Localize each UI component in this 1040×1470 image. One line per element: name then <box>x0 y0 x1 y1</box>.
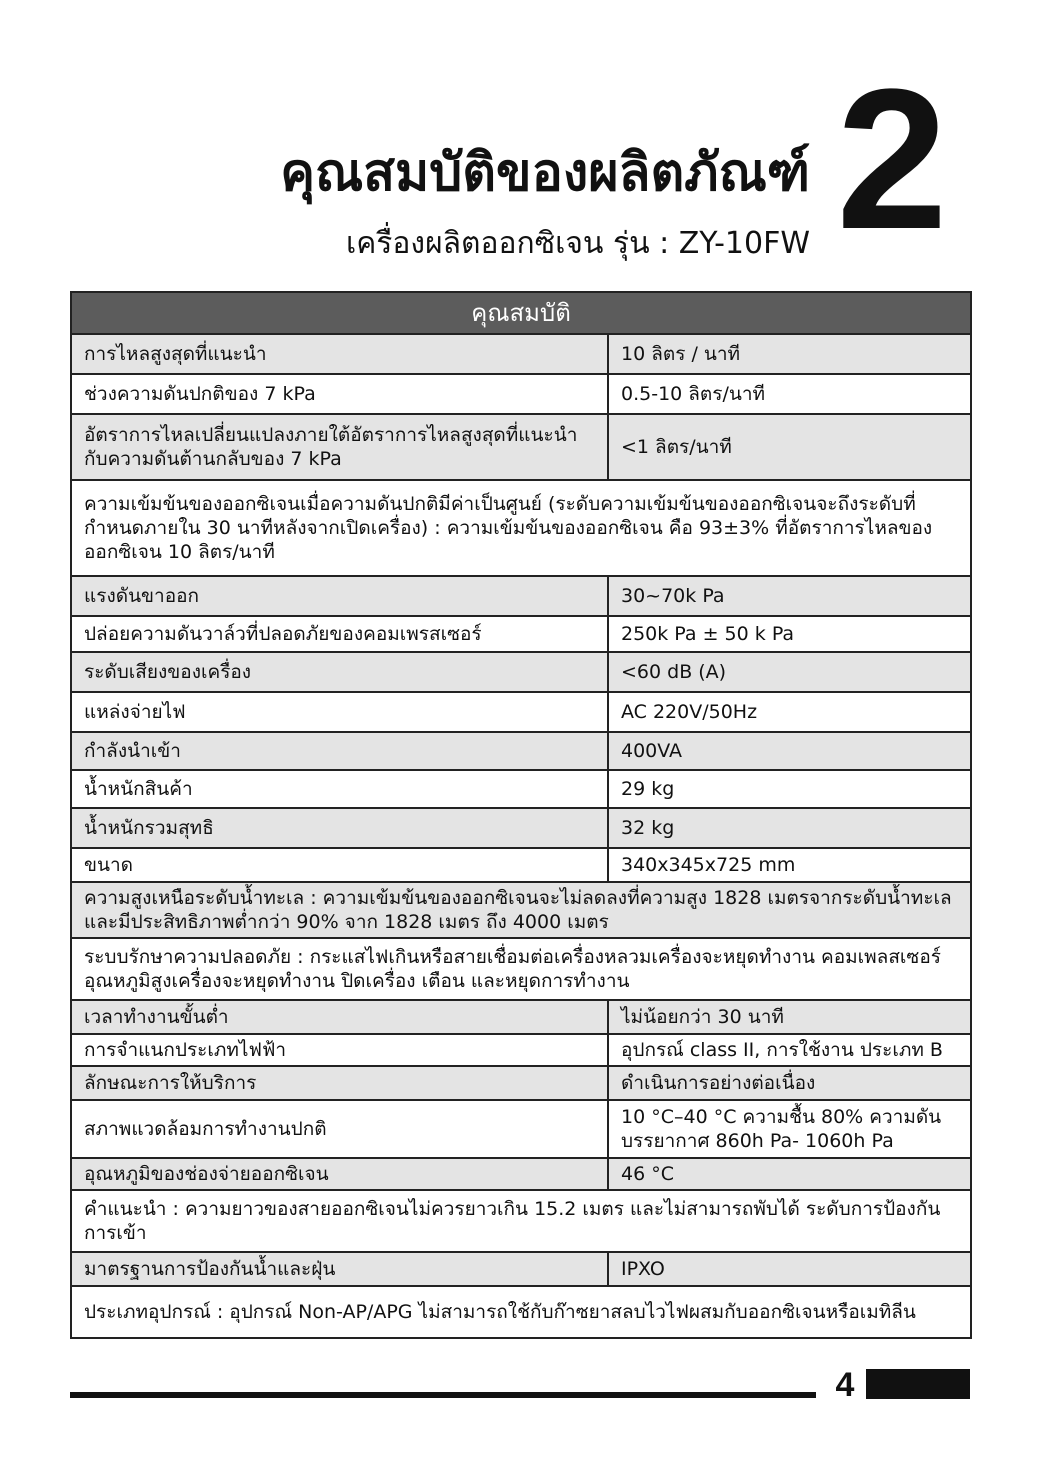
spec-value-cell: 10 ลิตร / นาที <box>608 334 971 374</box>
spec-value-cell: ไม่น้อยกว่า 30 นาที <box>608 1000 971 1034</box>
table-row <box>71 1252 971 1286</box>
spec-value-cell: 400VA <box>608 732 971 770</box>
table-row <box>71 938 971 1000</box>
product-model-subtitle: เครื่องผลิตออกซิเจน รุ่น : ZY-10FW <box>345 226 810 261</box>
spec-value-cell: 32 kg <box>608 808 971 848</box>
spec-value-cell: 30~70k Pa <box>608 576 971 616</box>
chapter-number: 2 <box>836 48 948 271</box>
spec-value-cell: <60 dB (A) <box>608 652 971 692</box>
table-body <box>71 334 971 1338</box>
spec-note-cell: ประเภทอุปกรณ์ : อุปกรณ์ Non-AP/APG ไม่สามารถใช้กับก๊าซยาสลบไวไฟผสมกับออกซิเจนหรือเมทิลีน <box>71 1286 971 1338</box>
spec-value-cell: 340x345x725 mm <box>608 848 971 882</box>
spec-label-cell: น้ำหนักรวมสุทธิ <box>71 808 608 848</box>
table-row <box>71 1066 971 1100</box>
table-row <box>71 374 971 414</box>
spec-note-cell: คำแนะนำ : ความยาวของสายออกซิเจนไม่ควรยาวเกิน 15.2 เมตร และไม่สามารถพับได้ ระดับการป้องกันการเข้า <box>71 1190 971 1252</box>
table-heading: คุณสมบัติ <box>71 292 971 334</box>
spec-value-cell: AC 220V/50Hz <box>608 692 971 732</box>
spec-value-cell: อุปกรณ์ class II, การใช้งาน ประเภท B <box>608 1034 971 1066</box>
spec-label-cell: กำลังนำเข้า <box>71 732 608 770</box>
table-row <box>71 1000 971 1034</box>
spec-label-cell: สภาพแวดล้อมการทำงานปกติ <box>71 1100 608 1158</box>
spec-note-cell: ระบบรักษาความปลอดภัย : กระแสไฟเกินหรือสายเชื่อมต่อเครื่องหลวมเครื่องจะหยุดทำงาน คอมเพลสเซอร์อุณหภูมิสูงเครื่องจะหยุดทำงาน ปิดเครื่อง เตือน และหยุดการทำงาน <box>71 938 971 1000</box>
table-row <box>71 882 971 938</box>
spec-value-cell: 29 kg <box>608 770 971 808</box>
spec-label-cell: แรงดันขาออก <box>71 576 608 616</box>
spec-value-cell: 46 °C <box>608 1158 971 1190</box>
spec-label-cell: แหล่งจ่ายไฟ <box>71 692 608 732</box>
table-row <box>71 1100 971 1158</box>
footer-tab-block <box>866 1369 970 1399</box>
spec-label-cell: การจำแนกประเภทไฟฟ้า <box>71 1034 608 1066</box>
spec-value-cell: <1 ลิตร/นาที <box>608 414 971 480</box>
spec-value-cell: ดำเนินการอย่างต่อเนื่อง <box>608 1066 971 1100</box>
table-row <box>71 576 971 616</box>
spec-label-cell: ลักษณะการให้บริการ <box>71 1066 608 1100</box>
spec-value-cell: 10 °C–40 °C ความชื้น 80% ความดันบรรยากาศ 860h Pa- 1060h Pa <box>608 1100 971 1158</box>
spec-value-cell: 0.5-10 ลิตร/นาที <box>608 374 971 414</box>
spec-value-cell: 250k Pa ± 50 k Pa <box>608 616 971 652</box>
spec-label-cell: น้ำหนักสินค้า <box>71 770 608 808</box>
spec-label-cell: ระดับเสียงของเครื่อง <box>71 652 608 692</box>
spec-label-cell: ช่วงความดันปกติของ 7 kPa <box>71 374 608 414</box>
spec-label-cell: การไหลสูงสุดที่แนะนำ <box>71 334 608 374</box>
spec-label-cell: ขนาด <box>71 848 608 882</box>
table-row <box>71 414 971 480</box>
footer-rule <box>70 1392 816 1398</box>
table-row <box>71 732 971 770</box>
table-row <box>71 1034 971 1066</box>
table-row <box>71 1286 971 1338</box>
table-row <box>71 848 971 882</box>
page-number: 4 <box>835 1366 855 1404</box>
spec-note-cell: ความสูงเหนือระดับน้ำทะเล : ความเข้มข้นของออกซิเจนจะไม่ลดลงที่ความสูง 1828 เมตรจากระดับน้ำทะเลและมีประสิทธิภาพต่ำกว่า 90% จาก 1828 เมตร ถึง 4000 เมตร <box>71 882 971 938</box>
spec-label-cell: ปล่อยความดันวาล์วที่ปลอดภัยของคอมเพรสเซอร์ <box>71 616 608 652</box>
page-title: คุณสมบัติของผลิตภัณฑ์ <box>280 143 810 203</box>
spec-label-cell: มาตรฐานการป้องกันน้ำและฝุ่น <box>71 1252 608 1286</box>
table-row <box>71 770 971 808</box>
table-row <box>71 808 971 848</box>
spec-value-cell: IPXO <box>608 1252 971 1286</box>
table-row <box>71 616 971 652</box>
spec-label-cell: อุณหภูมิของช่องจ่ายออกซิเจน <box>71 1158 608 1190</box>
spec-label-cell: เวลาทำงานขั้นต่ำ <box>71 1000 608 1034</box>
table-row <box>71 480 971 576</box>
table-row <box>71 692 971 732</box>
specification-table <box>70 291 972 1339</box>
table-row <box>71 1158 971 1190</box>
table-row <box>71 1190 971 1252</box>
spec-note-cell: ความเข้มข้นของออกซิเจนเมื่อความดันปกติมีค่าเป็นศูนย์ (ระดับความเข้มข้นของออกซิเจนจะถึงระดับที่กำหนดภายใน 30 นาทีหลังจากเปิดเครื่อง) : ความเข้มข้นของออกซิเจน คือ 93±3% ที่อัตราการไหลของออกซิเจน 10 ลิตร/นาที <box>71 480 971 576</box>
spec-label-cell: อัตราการไหลเปลี่ยนแปลงภายใต้อัตราการไหลสูงสุดที่แนะนำ กับความดันต้านกลับของ 7 kPa <box>71 414 608 480</box>
table-row <box>71 652 971 692</box>
table-row <box>71 334 971 374</box>
